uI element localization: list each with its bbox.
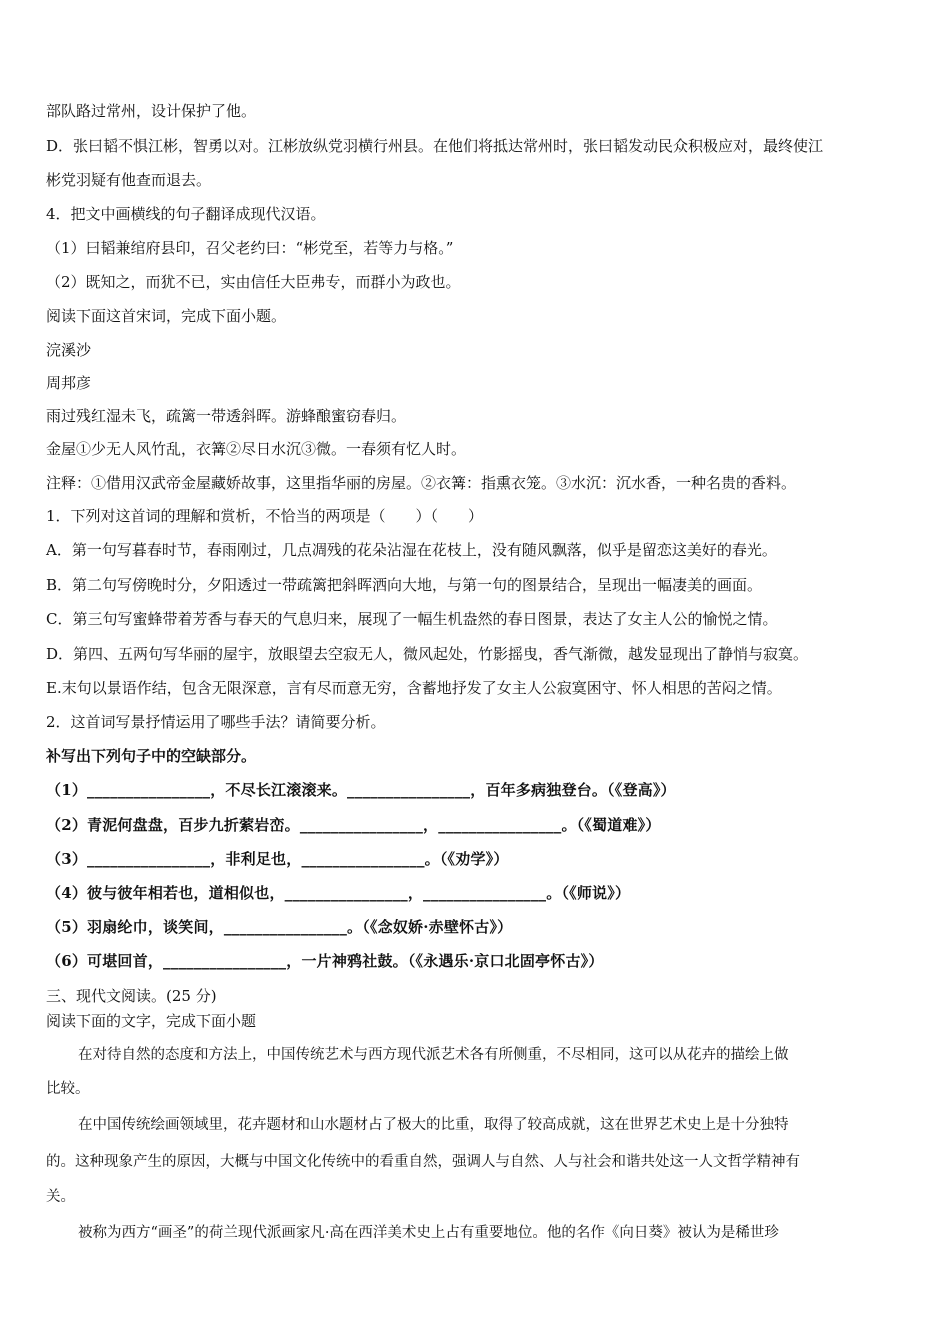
poem-option-e: E.末句以景语作结，包含无限深意，言有尽而意无穷，含蓄地抒发了女主人公寂寞困守、怀人相思的苦闷之情。 [46,679,782,697]
poem-title: 浣溪沙 [46,341,92,359]
poem-option-d: D．第四、五两句写华丽的屋宇，放眼望去空寂无人，微风起处，竹影摇曳，香气渐微，越发显现出了静悄与寂寞。 [46,645,809,663]
poem-option-c: C．第三句写蜜蜂带着芳香与春天的气息归来，展现了一幅生机盎然的春日图景，表达了女主人公的愉悦之情。 [46,610,778,628]
poem-question-2: 2．这首词写景抒情运用了哪些手法？请简要分析。 [46,713,386,731]
q3-option-c-tail: 部队路过常州，设计保护了他。 [46,102,257,120]
section-3-heading: 三、现代文阅读。(25 分) [46,987,217,1005]
fill-heading: 补写出下列句子中的空缺部分。 [46,747,257,765]
para-1-line-1: 在对待自然的态度和方法上，中国传统艺术与西方现代派艺术各有所侧重，不尽相同，这可以从花卉的描绘上做 [78,1047,789,1063]
fill-item-3: （3）________________，非利足也，________________。（《劝学》） [46,850,509,868]
poem-line-1: 雨过残红湿未飞，疏篱一带透斜晖。游蜂酿蜜窃春归。 [46,407,407,425]
para-2-line-1: 在中国传统绘画领域里，花卉题材和山水题材占了极大的比重，取得了较高成就，这在世界艺术史上是十分独特 [78,1117,789,1133]
poem-notes: 注释：①借用汉武帝金屋藏娇故事，这里指华丽的房屋。②衣篝：指熏衣笼。③水沉：沉水香，一种名贵的香料。 [46,474,797,492]
para-2-line-2: 的。这种现象产生的原因，大概与中国文化传统中的看重自然，强调人与自然、人与社会和谐共处这一人文哲学精神有 [46,1154,800,1170]
q4-sentence-2: （2）既知之，而犹不已，实由信任大臣弗专，而群小为政也。 [46,273,461,291]
fill-item-6: （6）可堪回首，________________，一片神鸦社鼓。（《永遇乐·京口北固亭怀古》） [46,952,604,970]
q3-option-d-line2: 彬党羽疑有他查而退去。 [46,171,212,189]
para-1-line-2: 比较。 [46,1081,90,1097]
poem-option-a: A．第一句写暮春时节，春雨刚过，几点凋残的花朵沾湿在花枝上，没有随风飘落，似乎是留恋这美好的春光。 [46,541,777,559]
section-3-intro: 阅读下面的文字，完成下面小题 [46,1012,257,1030]
q3-option-d-line1: D．张曰韬不惧江彬，智勇以对。江彬放纵党羽横行州县。在他们将抵达常州时，张曰韬发动民众积极应对，最终使江 [46,137,824,155]
q4-sentence-1: （1）曰韬兼绾府县印，召父老约曰：“彬党至，若等力与格。” [46,239,454,257]
fill-item-5: （5）羽扇纶巾，谈笑间，________________。（《念奴娇·赤壁怀古》） [46,918,513,936]
fill-item-4: （4）彼与彼年相若也，道相似也，________________，________________。（《师说》） [46,884,631,902]
poem-question-1: 1．下列对这首词的理解和赏析，不恰当的两项是（ ）（ ） [46,507,484,525]
poem-option-b: B．第二句写傍晚时分，夕阳透过一带疏篱把斜晖洒向大地，与第一句的图景结合，呈现出一幅凄美的画面。 [46,576,763,594]
para-2-line-3: 关。 [46,1189,75,1205]
fill-item-1: （1）________________，不尽长江滚滚来。________________，百年多病独登台。（《登高》） [46,781,676,799]
q4-prompt: 4．把文中画横线的句子翻译成现代汉语。 [46,205,326,223]
fill-item-2: （2）青泥何盘盘，百步九折萦岩峦。________________，________________。（《蜀道难》） [46,816,661,834]
poem-line-2: 金屋①少无人风竹乱，衣篝②尽日水沉③微。一春须有忆人时。 [46,440,467,458]
poem-intro: 阅读下面这首宋词，完成下面小题。 [46,307,287,325]
poem-author: 周邦彦 [46,374,92,392]
para-3-line-1: 被称为西方“画圣”的荷兰现代派画家凡·高在西洋美术史上占有重要地位。他的名作《向日葵》被认为是稀世珍 [78,1225,779,1241]
